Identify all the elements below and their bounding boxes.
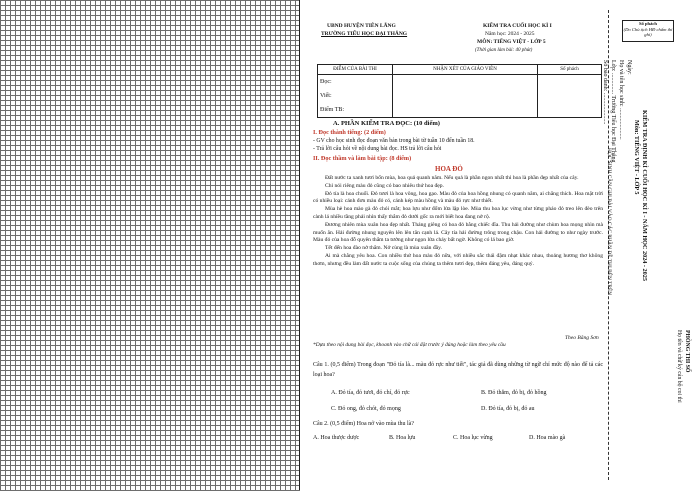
paragraph: Ai mà chẳng yêu hoa. Con nhiều thứ hoa màu đỏ nữa, với nhiều sắc thái đậm nhạt khác nhau, thoảng hương thơ không thơm, nhưng đều làm đất nước ta cuộc sống của chúng ta thêm tươi đẹp, thêm đáng yêu, đáng quý. bbox=[313, 252, 603, 267]
section-2: II. Đọc thầm và làm bài tập: (8 điểm) bbox=[313, 155, 412, 162]
paragraph: Tết đến hoa đào nở thắm. Nở cùng là mùa xuân đầy. bbox=[325, 245, 442, 252]
paragraph: Đất nước ta xanh tươi bốn mùa, hoa quả quanh năm. Nếu quả là phần ngon nhất thì hoa là phần đẹp nhất của cây. bbox=[325, 175, 579, 181]
comment-cell[interactable] bbox=[393, 75, 538, 118]
q2-option-b[interactable]: B. Hoa lựu bbox=[389, 435, 416, 441]
score-header: ĐIỂM CỦA BÀI THI bbox=[318, 65, 393, 75]
score-cell[interactable] bbox=[318, 75, 393, 118]
q1-option-c[interactable]: C. Đỏ ong, đỏ chót, đỏ mọng bbox=[331, 406, 401, 412]
date-field[interactable]: Ngày: bbox=[626, 60, 632, 75]
student-code-label: Số phách bbox=[638, 21, 657, 26]
write-score-label: Viết: bbox=[320, 93, 332, 99]
student-code-box bbox=[622, 20, 674, 42]
school-year: Năm học: 2024 - 2025 bbox=[485, 31, 535, 37]
question-1: Câu 1. (0,5 điểm) Trong đoạn "Đỏ tía là... màu đỏ rực như tiết", tác giả đã dùng những từ ngữ chỉ mức độ nào để tả các loại hoa? bbox=[313, 362, 603, 378]
avg-score-label: Điểm TB: bbox=[320, 107, 345, 113]
subject: MÔN: TIẾNG VIỆT - LỚP 5 bbox=[477, 39, 546, 45]
code-header: Số phách bbox=[538, 65, 602, 75]
score-table bbox=[317, 64, 602, 118]
instruction: *Dựa theo nội dung bài đọc, khoanh vào chữ cái đặt trước ý đúng hoặc làm theo yêu cầu bbox=[313, 342, 506, 348]
student-code-note: (Do Chủ tịch HĐ chấm thi ghi) bbox=[623, 26, 673, 37]
school-name: TRƯỜNG TIỂU HỌC ĐẠI THẮNG bbox=[321, 31, 408, 37]
class-school-field[interactable]: Lớp: .............. Trường Tiểu học Đại Thắng bbox=[610, 60, 616, 163]
q2-option-c[interactable]: C. Hoa lục vừng bbox=[453, 435, 493, 441]
strip-heading: KIỂM TRA ĐỊNH KÌ CUỐI HỌC KÌ I - NĂM HỌC 2024 - 2025 bbox=[641, 110, 648, 281]
cut-line-note: HỌC SINH CẦN GHI BÀI VÀO CÁC PHẦN ĐỀ THI BÊN TRÊN bbox=[606, 148, 612, 296]
q1-option-a[interactable]: A. Đỏ tía, đỏ tươi, đỏ chí, đỏ rực bbox=[331, 390, 410, 396]
q2-option-d[interactable]: D. Hoa mào gà bbox=[529, 435, 566, 441]
duration: (Thời gian làm bài: 40 phút) bbox=[475, 48, 533, 53]
candidate-number-field[interactable]: Số báo danh: ..................... bbox=[602, 60, 608, 125]
q1-option-b[interactable]: B. Đỏ thắm, đỏ bị, đỏ hồng bbox=[481, 390, 547, 396]
read-score-label: Đọc: bbox=[320, 79, 332, 85]
paragraph: Chỉ nói riêng màu đỏ cũng có bao nhiêu thứ hoa đẹp. bbox=[325, 182, 444, 189]
exam-page bbox=[303, 0, 603, 491]
paragraph: Đương nhiên mùa xuân hoa đẹp nhất. Tháng giêng có hoa đỏ bằng chiếc đĩa. Thu hải đường như chùm hoa mọng nhìn mà muốn ăn. Hải đường nhung nguyên lên lên tăn cạnh lá. Cây tía hải đường trông trong chậu. Con hải đường to như ngày trước. Màu đỏ của hoa đỗ quyên thắm ta tưởng như ngọn lửa cháy bất ngờ. Không có lá bao giờ. bbox=[313, 221, 603, 244]
section-a: A. PHẦN KIỂM TRA ĐỌC: (10 điểm) bbox=[333, 120, 440, 127]
passage bbox=[313, 175, 603, 269]
q2-option-a[interactable]: A. Hoa thược dược bbox=[313, 435, 360, 441]
story-title: HOA ĐỎ bbox=[435, 165, 463, 173]
author: Theo Băng Sơn bbox=[565, 335, 599, 341]
room-number: PHÒNG THI SỐ bbox=[684, 330, 690, 373]
q1-option-d[interactable]: D. Đỏ tía, đỏ bị, đỏ au bbox=[481, 406, 535, 412]
invigilator-signature[interactable]: Họ tên và chữ ký cán bộ coi thi bbox=[676, 330, 682, 403]
student-name-field[interactable]: Họ và tên học sinh: ..................... bbox=[618, 60, 624, 140]
section-1: I. Đọc thành tiếng: (2 điểm) bbox=[313, 129, 386, 136]
exam-title: KIỂM TRA CUỐI HỌC KÌ I bbox=[483, 23, 552, 29]
comment-header: NHẬN XÉT CỦA GIÁO VIÊN bbox=[393, 65, 538, 75]
strip-subject: Môn: TIẾNG VIỆT - LỚP 5 bbox=[633, 120, 640, 195]
code-cell[interactable] bbox=[538, 75, 602, 118]
reading-question-task: - Trả lời câu hỏi về nội dung bài đọc. HS trả lời câu hỏi bbox=[313, 146, 442, 152]
district-name: UBND HUYỆN TIÊN LÃNG bbox=[327, 23, 396, 29]
reading-aloud-task: - GV cho học sinh đọc đoạn văn bản trong bài từ tuần 10 đến tuần 18. bbox=[313, 138, 475, 144]
question-2: Câu 2. (0,5 điểm) Hoa nở vào mùa thu là? bbox=[313, 421, 414, 427]
grid-border bbox=[0, 0, 300, 490]
paragraph: Đỏ tía là hoa chuối. Đỏ tươi là hoa vông, hoa gạo. Màu đỏ của hoa hồng nhung có quanh năm, ai chẳng thích. Hoa mặt trời có nhiều loại: cánh đơn màu đỏ có, cánh kép màu hồng và màu đỏ rực như thiết. bbox=[313, 190, 603, 205]
paragraph: Mùa hè hoa mào gà đỏ chói mắt; hoa lựu như đốm lửa lập lòe. Mùa thu hoa lục vừng như từng pháo đỏ treo lên đèo trên cành lá nhiều tầng phải nhìn thấy thắm đỏ dưới gốc ra mới biết hoa đang nở rộ. bbox=[313, 206, 603, 220]
